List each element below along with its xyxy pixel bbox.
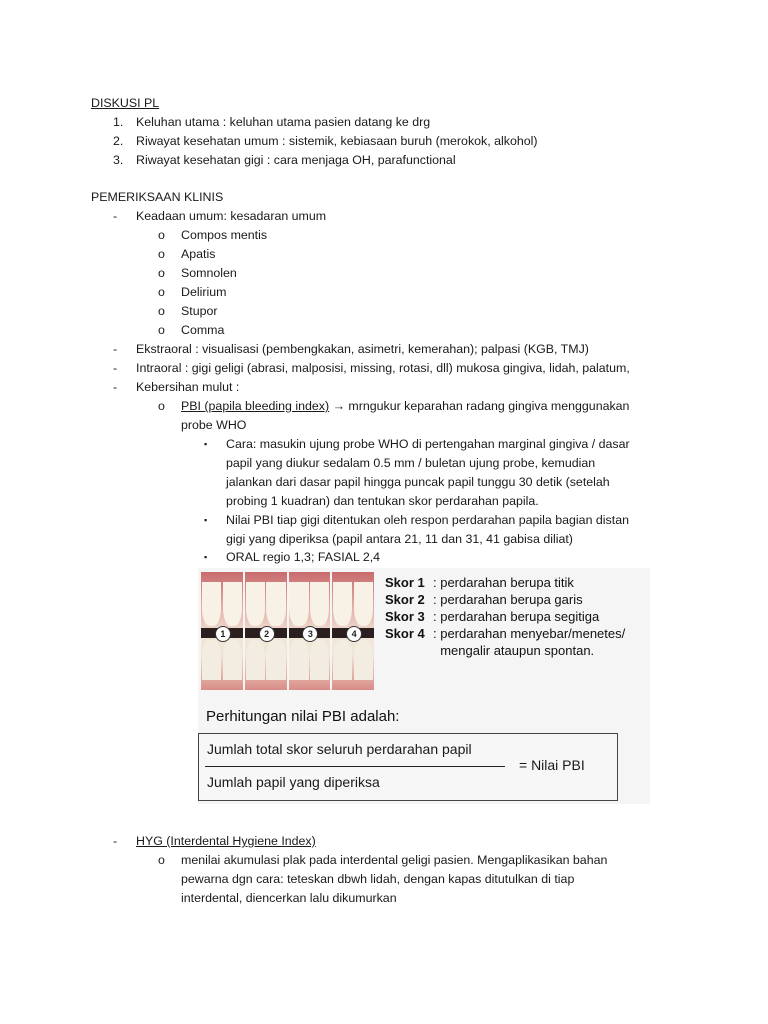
pbi-bullet-line: probing 1 kuadran) dan tentukan skor perdarahan papila. (226, 494, 539, 508)
formula-box (198, 733, 618, 801)
circle-bullet: o (158, 304, 165, 318)
circle-bullet: o (158, 247, 165, 261)
list-item: Apatis (181, 247, 216, 261)
pbi-bullet-line: gigi yang diperiksa (papil antara 21, 11 dan 31, 41 gabisa diliat) (226, 532, 573, 546)
list-item: Riwayat kesehatan gigi : cara menjaga OH, parafunctional (136, 153, 456, 167)
list-number: 1. (113, 115, 124, 129)
hyg-title: HYG (Interdental Hygiene Index) (136, 834, 316, 848)
dash-bullet: - (113, 380, 118, 394)
pbi-title: PBI (papila bleeding index) (181, 399, 330, 413)
circle-bullet: o (158, 266, 165, 280)
circle-bullet: o (158, 853, 165, 867)
pbi-figure (198, 568, 650, 804)
tooth-photo (332, 572, 374, 690)
list-item: Kebersihan mulut : (136, 380, 240, 394)
square-bullet: ▪ (204, 515, 208, 525)
list-item: Ekstraoral : visualisasi (pembengkakan, asimetri, kemerahan); palpasi (KGB, TMJ) (136, 342, 589, 356)
list-item: Keadaan umum: kesadaran umum (136, 209, 327, 223)
arrow-icon: → (332, 399, 345, 413)
square-bullet: ▪ (204, 439, 208, 449)
hyg-line: menilai akumulasi plak pada interdental geligi pasien. Mengaplikasikan bahan (181, 853, 608, 867)
skor-key: Skor 2 (385, 592, 425, 607)
skor-value: : perdarahan berupa segitiga (433, 609, 600, 624)
formula-result: = Nilai PBI (519, 757, 585, 773)
circle-bullet: o (158, 285, 165, 299)
square-bullet: ▪ (204, 552, 208, 562)
pbi-description: mrngukur keparahan radang gingiva menggunakan (348, 399, 630, 413)
skor-key: Skor 3 (385, 609, 425, 624)
hyg-line: pewarna dgn cara: teteskan dbwh lidah, dengan kapas ditutulkan di tiap (181, 872, 575, 886)
pbi-bullet-line: jalankan dari dasar papil hingga puncak papil tunggu 30 detik (setelah (226, 475, 610, 489)
photo-number: 2 (259, 626, 275, 642)
pbi-bullet-line: Cara: masukin ujung probe WHO di pertengahan marginal gingiva / dasar (226, 437, 630, 451)
teeth-photos (201, 572, 374, 690)
skor-value: mengalir ataupun spontan. (433, 643, 595, 658)
photo-number: 1 (215, 626, 231, 642)
tooth-photo (289, 572, 331, 690)
list-item: Stupor (181, 304, 218, 318)
formula-denominator: Jumlah papil yang diperiksa (207, 774, 380, 790)
pbi-bullet-line: Nilai PBI tiap gigi ditentukan oleh respon perdarahan papila bagian distan (226, 513, 629, 527)
skor-value: : perdarahan berupa garis (433, 592, 583, 607)
list-item: Intraoral : gigi geligi (abrasi, malposisi, missing, rotasi, dll) mukosa gingiva, lidah, palatum, (136, 361, 630, 375)
dash-bullet: - (113, 834, 118, 848)
dash-bullet: - (113, 361, 118, 375)
skor-key: Skor 1 (385, 575, 425, 590)
formula-numerator: Jumlah total skor seluruh perdarahan papil (207, 741, 472, 757)
pbi-bullet-line: papil yang diukur sedalam 0.5 mm / buletan ujung probe, kemudian (226, 456, 596, 470)
fraction-bar (205, 766, 505, 767)
document-title: DISKUSI PL (91, 96, 160, 110)
list-item: Comma (181, 323, 225, 337)
skor-value: : perdarahan berupa titik (433, 575, 574, 590)
skor-value: : perdarahan menyebar/menetes/ (433, 626, 626, 641)
list-item: Somnolen (181, 266, 237, 280)
hyg-line: interdental, diencerkan lalu dikumurkan (181, 891, 397, 905)
list-number: 2. (113, 134, 124, 148)
dash-bullet: - (113, 209, 118, 223)
skor-key: Skor 4 (385, 626, 425, 641)
tooth-photo (245, 572, 287, 690)
pbi-bullet-line: ORAL regio 1,3; FASIAL 2,4 (226, 550, 381, 564)
circle-bullet: o (158, 228, 165, 242)
pbi-line (181, 398, 629, 414)
photo-number: 3 (302, 626, 318, 642)
list-item: Keluhan utama : keluhan utama pasien datang ke drg (136, 115, 431, 129)
list-item: Delirium (181, 285, 227, 299)
tooth-photo (201, 572, 243, 690)
list-item: Compos mentis (181, 228, 268, 242)
dash-bullet: - (113, 342, 118, 356)
list-item: Riwayat kesehatan umum : sistemik, kebiasaan buruh (merokok, alkohol) (136, 134, 538, 148)
section-heading: PEMERIKSAAN KLINIS (91, 190, 224, 204)
circle-bullet: o (158, 323, 165, 337)
skor-legend (385, 574, 625, 659)
circle-bullet: o (158, 399, 165, 413)
photo-number: 4 (346, 626, 362, 642)
formula-heading: Perhitungan nilai PBI adalah: (206, 708, 400, 725)
list-number: 3. (113, 153, 124, 167)
pbi-description-cont: probe WHO (181, 418, 247, 432)
